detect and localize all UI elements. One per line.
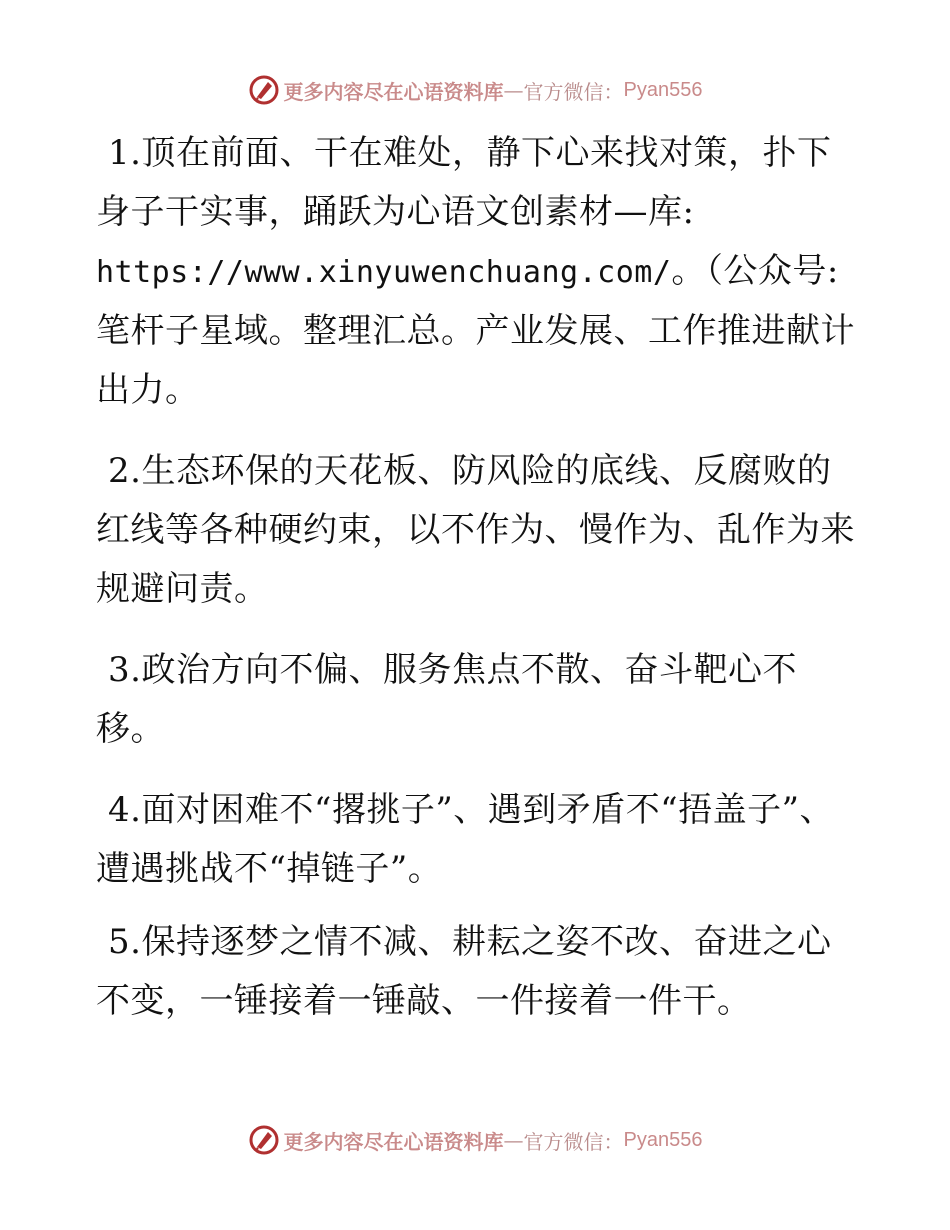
watermark-official-label: 官方微信： [523, 79, 624, 104]
paragraph-4 [96, 781, 856, 899]
paragraph-url: https://www.xinyuwenchuang.com/ [96, 255, 672, 290]
paragraph-5 [96, 913, 856, 1031]
paragraph-text: 保持逐梦之情不减、耕耘之姿不改、奋进之心不变，一锤接着一锤敲、一件接着一件干。 [96, 922, 832, 1021]
paragraph-2 [96, 442, 856, 619]
watermark-separator: — [503, 78, 524, 102]
paragraph-number: 5. [108, 922, 142, 962]
paragraph-number: 1. [108, 133, 142, 173]
paragraph-text: 顶在前面、干在难处，静下心来找对策，扑下身子干实事，踊跃为心语文创素材—库: [96, 133, 832, 232]
watermark-separator: — [503, 1128, 524, 1152]
paragraph-text: 政治方向不偏、服务焦点不散、奋斗靶心不移。 [96, 650, 797, 749]
header-watermark [0, 70, 950, 110]
paragraph-3 [96, 641, 856, 759]
paragraph-number: 3. [108, 650, 142, 690]
paragraph-text: 生态环保的天花板、防风险的底线、反腐败的红线等各种硬约束，以不作为、慢作为、乱作为来规避问责。 [96, 451, 855, 609]
pen-nib-logo-icon [248, 74, 280, 106]
paragraph-number: 2. [108, 451, 142, 491]
watermark-wechat-id: Pyan556 [623, 78, 703, 101]
paragraph-text-cont: 。（公众号:笔杆子星域。整理汇总。产业发展、工作推进献计出力。 [96, 251, 855, 410]
watermark-official-label: 官方微信： [523, 1129, 624, 1154]
watermark-brand: 更多内容尽在心语资料库 [283, 1129, 504, 1154]
footer-watermark [0, 1120, 950, 1160]
watermark-brand: 更多内容尽在心语资料库 [283, 79, 504, 104]
watermark-wechat-id: Pyan556 [623, 1128, 703, 1151]
paragraph-1 [96, 124, 856, 420]
paragraph-text: 面对困难不“撂挑子”、遇到矛盾不“捂盖子”、遭遇挑战不“掉链子”。 [96, 790, 834, 889]
document-body [96, 124, 856, 1045]
pen-nib-logo-icon [248, 1124, 280, 1156]
paragraph-number: 4. [108, 790, 142, 830]
